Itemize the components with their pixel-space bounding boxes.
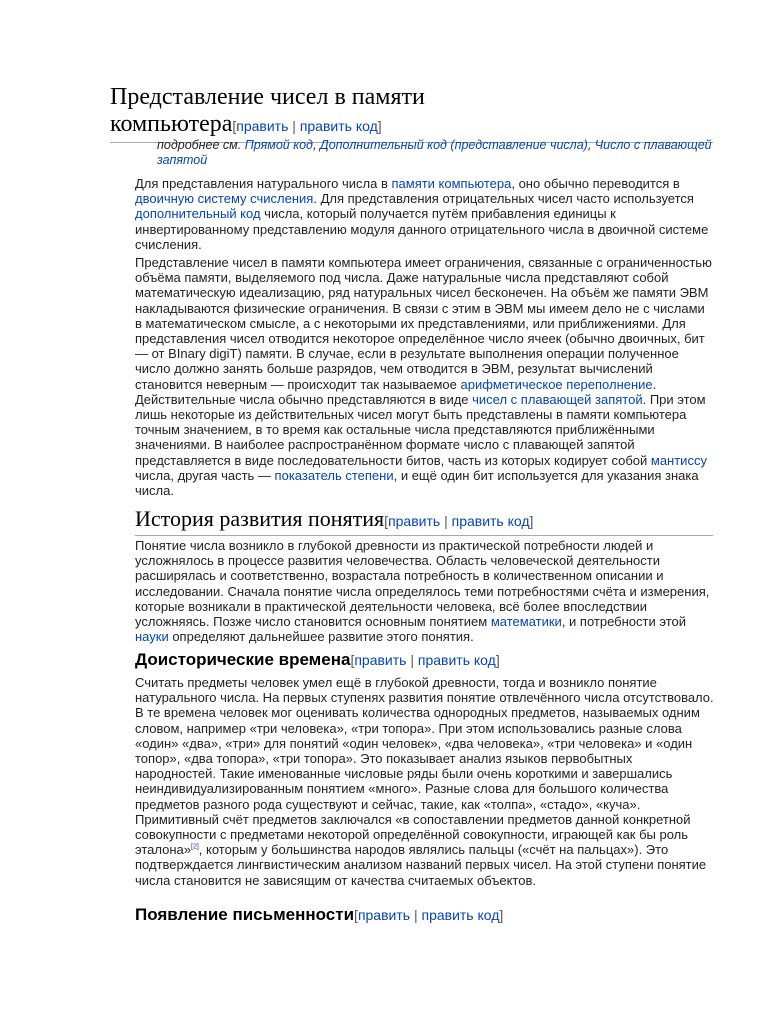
edit-code-link[interactable]: править код [421,907,500,923]
hatnote: подробнее см. Прямой код, Дополнительный код (представление числа), Число с плавающей запятой [157,138,712,167]
link-complement-code[interactable]: дополнительный код [135,206,261,222]
edit-link[interactable]: править [357,907,411,923]
link-mantissa[interactable]: мантиссу [650,452,707,468]
subsection-heading-writing: Появление письменности[править | править код] [135,905,504,924]
edit-link[interactable]: править [388,513,441,529]
edit-code-link[interactable]: править код [451,513,530,529]
link-exponent[interactable]: показатель степени [274,467,394,483]
section-heading-history: История развития понятия[править | править код] [135,506,713,536]
writing-edit-section: [править | править код] [354,907,504,923]
link-arithmetic-overflow[interactable]: арифметическое переполнение [460,376,653,392]
link-mathematics[interactable]: математики [490,614,562,630]
link-binary-system[interactable]: двоичную систему счисления [135,191,314,207]
paragraph-prehistoric: Считать предметы человек умел ещё в глубокой древности, тогда и возникло понятие натурального числа. На первых ступенях развития понятие отвлечённого числа отсутствовало. В те времена человек мог оценивать количества однородных предметов, называемых одним словом, например «три человека», «три топора». При этом использовались разные слова «один» «два», «три» для понятий «один человек», «два человека», «три человека» и «один топор», «два топора», «три топора». Это показывает анализ языков первобытных народностей. Такие именованные числовые ряды были очень короткими и завершались неиндивидуализированным понятием «много». Разные слова для большого количества предметов разного рода существуют и сейчас, такие, как «толпа», «стадо», «куча». Примитивный счёт предметов заключался «в сопоставлении предметов данной конкретной совокупности с предметами некоторой определённой совокупности, играющей как бы роль эталона»[2], которым у большинства народов являлись пальцы («счёт на пальцах»). Это подтверждается лингвистическим анализом названий первых чисел. На этой ступени понятие числа становится не зависящим от качества считаемых объектов. [135,675,714,888]
hatnote-link-complement-code[interactable]: Дополнительный код (представление числа) [319,138,588,152]
paragraph-history: Понятие числа возникло в глубокой древности из практической потребности людей и усложнялось в процессе развития человечества. Область человеческой деятельности расширялась и соответственно, возрастала потребность в количественном описании и исследовании. Сначала понятие числа определялось теми потребностями счёта и измерения, которые возникали в практической деятельности человека, всё более впоследствии усложняясь. Позже число становится основным понятием математики, и потребности этой науки определяют дальнейшее развитие этого понятия. [135,538,710,645]
paragraph-limitations: Представление чисел в памяти компьютера имеет ограничения, связанные с ограниченностью объёма памяти, выделяемого под числа. Даже натуральные числа представляют собой математическую идеализацию, ряд натуральных чисел бесконечен. На объём же памяти ЭВМ накладываются физические ограничения. В связи с этим в ЭВМ мы имеем дело не с числами в математическом смысле, а с некоторыми их представлениями, или приближениями. Для представления чисел отводится некоторое определённое число ячеек (обычно двоичных, бит — от BInary digiT) памяти. В случае, если в результате выполнения операции полученное число должно занять больше разрядов, чем отводится в ЭВМ, результат вычислений становится неверным — происходит так называемое арифметическое переполнение. Действительные числа обычно представляются в виде чисел с плавающей запятой. При этом лишь некоторые из действительных чисел могут быть представлены в памяти компьютера точным значением, в то время как остальные числа представляются приближёнными значениями. В наиболее распространённом формате число с плавающей запятой представляется в виде последовательности битов, часть из которых кодирует собой мантиссу числа, другая часть — показатель степени, и ещё один бит используется для указания знака числа. [135,255,712,499]
link-computer-memory[interactable]: памяти компьютера [391,176,512,191]
edit-link[interactable]: править [354,652,407,668]
page-title [110,84,713,143]
title-line1: Представление чисел в памяти [110,84,425,110]
edit-code-link[interactable]: править код [299,118,378,134]
hatnote-link-direct-code[interactable]: Прямой код [244,138,313,152]
title-edit-section: [править | править код] [232,118,382,134]
title-line2: компьютера [110,111,233,137]
subsection-heading-prehistoric: Доисторические времена[править | править код] [135,650,500,669]
edit-link[interactable]: править [236,118,289,134]
prehistoric-edit-section: [править | править код] [350,652,500,668]
reference-link[interactable]: [2] [191,843,199,851]
history-edit-section: [править | править код] [384,513,534,529]
paragraph-intro: Для представления натурального числа в памяти компьютера, оно обычно переводится в двоичную систему счисления. Для представления отрицательных чисел часто используется дополнительный код числа, который получается путём прибавления единицы к инвертированному представлению модуля данного отрицательного числа в двоичной системе счисления. [135,176,709,252]
hatnote-link-float[interactable]: Число с плавающей запятой [157,138,712,167]
link-science[interactable]: науки [135,629,169,645]
link-floating-point[interactable]: чисел с плавающей запятой [472,391,643,407]
edit-code-link[interactable]: править код [417,652,496,668]
